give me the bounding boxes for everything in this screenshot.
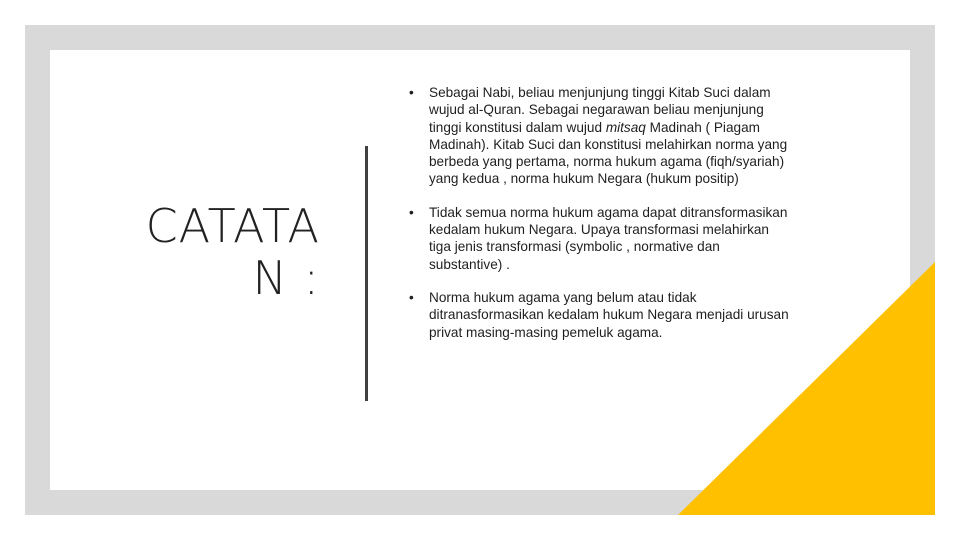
bullet-dot: • <box>409 85 414 100</box>
slide-title <box>70 200 320 304</box>
title-line-1: CATATA <box>145 199 320 253</box>
bullet-1-text-before: Sebagai Nabi, beliau menjunjung tinggi Kitab Suci dalam wujud al-Quran. Sebagai negarawan beliau menjunjung tinggi konstitusi dalam wujud <box>429 85 771 135</box>
vertical-divider <box>365 146 368 401</box>
bullet-item-1 <box>409 84 789 188</box>
bullet-item-2 <box>409 204 789 273</box>
bullet-2-text: Tidak semua norma hukum agama dapat ditransformasikan kedalam hukum Negara. Upaya transformasi melahirkan tiga jenis transformasi (symbolic , normative dan substantive) . <box>429 204 788 272</box>
bullet-list <box>409 84 789 357</box>
bullet-1-text-after: Madinah ( Piagam Madinah). Kitab Suci dan konstitusi melahirkan norma yang berbeda yang pertama, norma hukum agama (fiqh/syariah) yang kedua , norma hukum Negara (hukum positip) <box>429 119 788 187</box>
bullet-dot: • <box>409 204 414 220</box>
bullet-3-text: Norma hukum agama yang belum atau tidak ditranasformasikan kedalam hukum Negara menjadi urusan privat masing-masing pemeluk agama. <box>429 289 789 340</box>
title-line-2: N : <box>252 251 320 305</box>
bullet-item-3 <box>409 289 789 341</box>
bullet-1-italic: mitsaq <box>605 119 646 135</box>
bullet-dot: • <box>409 289 414 305</box>
